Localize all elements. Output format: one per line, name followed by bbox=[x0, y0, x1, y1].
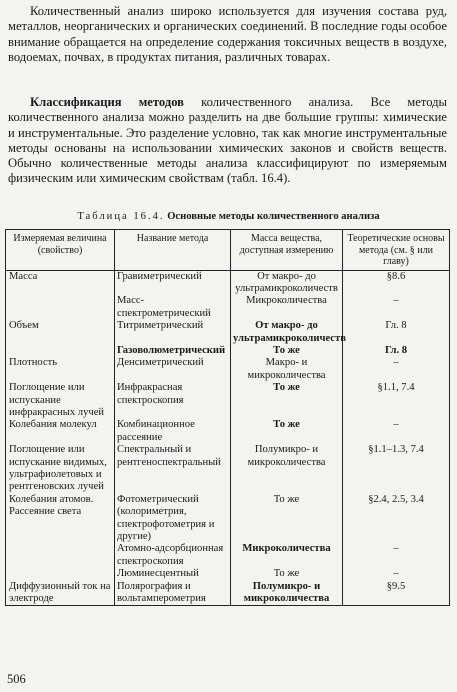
table-row bbox=[6, 494, 450, 544]
cell-mass bbox=[231, 581, 343, 606]
cell-theory: – bbox=[343, 357, 450, 382]
cell-method: Фотометрический (колориметрия, спектрофотометрия и другие) bbox=[115, 494, 231, 544]
header-method: Название метода bbox=[115, 230, 231, 271]
header-mass: Масса вещества, доступная измерению bbox=[231, 230, 343, 271]
cell-theory: §2.4, 2.5, 3.4 bbox=[343, 494, 450, 544]
table-row bbox=[6, 543, 450, 568]
cell-mass bbox=[231, 419, 343, 444]
cell-theory: §1.1, 7.4 bbox=[343, 382, 450, 419]
cell-property: Колебания атомов. Рассеяние света bbox=[6, 494, 115, 544]
cell-method-bold: Газоволюметрический bbox=[117, 344, 226, 356]
table-header-row bbox=[6, 230, 450, 271]
header-theory: Теоретические основы метода (см. § или главу) bbox=[343, 230, 450, 271]
cell-method: Инфракрасная спектроскопия bbox=[115, 382, 231, 419]
table-row bbox=[6, 345, 450, 357]
cell-method bbox=[115, 345, 231, 357]
cell-method: Гравиметрический bbox=[115, 270, 231, 295]
cell-theory: – bbox=[343, 419, 450, 444]
table-row bbox=[6, 419, 450, 444]
table-row bbox=[6, 295, 450, 320]
cell-mass bbox=[231, 382, 343, 419]
table-row bbox=[6, 581, 450, 606]
table-row bbox=[6, 444, 450, 494]
cell-property: Масса bbox=[6, 270, 115, 295]
cell-property: Диффузионный ток на электроде bbox=[6, 581, 115, 606]
cell-mass-bold: От макро- до ультрамикроколичеств bbox=[233, 320, 346, 344]
cell-mass: Полумикро- и микроколичества bbox=[231, 444, 343, 494]
classification-paragraph bbox=[8, 95, 447, 187]
table-caption-title: Основные методы количественного анализа bbox=[167, 211, 380, 222]
cell-theory-bold: Гл. 8 bbox=[384, 344, 408, 356]
cell-method: Атомно-адсорбционная спектроскопия bbox=[115, 543, 231, 568]
cell-theory: – bbox=[343, 543, 450, 568]
cell-theory: – bbox=[343, 568, 450, 580]
cell-mass: Микроколичества bbox=[231, 295, 343, 320]
table-caption bbox=[0, 211, 457, 222]
cell-mass bbox=[231, 320, 346, 345]
cell-property: Объем bbox=[6, 320, 115, 345]
page-number: 506 bbox=[7, 672, 26, 686]
cell-method: Спектральный и рентгеноспектральный bbox=[115, 444, 231, 494]
table-row bbox=[6, 270, 450, 295]
cell-mass-bold: То же bbox=[273, 344, 300, 356]
cell-method: Масс-спектрометрический bbox=[115, 295, 231, 320]
classification-text: количественного анализа. Все методы количественного анализа можно разделить на две большие группы: химические и инструментальные. Это разделение условно, так как многие инструментальные методы основаны на использовании химических законов и свойств веществ. Обычно количественные методы анализа классифицируют по измеряемым физическим или химическим свойствам (табл. 16.4). bbox=[8, 95, 447, 186]
cell-method: Денсиметрический bbox=[115, 357, 231, 382]
cell-property bbox=[6, 543, 115, 568]
classification-lead: Классификация методов bbox=[30, 95, 184, 109]
cell-property: Поглощение или испускание видимых, ультрафиолетовых и рентгеновских лучей bbox=[6, 444, 115, 494]
cell-mass-bold: Полумикро- и микроколичества bbox=[243, 580, 330, 605]
table-caption-label: Таблица 16.4. bbox=[77, 211, 165, 222]
cell-theory: – bbox=[343, 295, 450, 320]
methods-table bbox=[5, 229, 450, 606]
cell-mass: То же bbox=[231, 568, 343, 580]
cell-theory bbox=[343, 345, 450, 357]
table-row bbox=[6, 568, 450, 580]
cell-property bbox=[6, 568, 115, 580]
cell-mass-bold: То же bbox=[273, 419, 300, 431]
cell-property bbox=[6, 295, 115, 320]
cell-mass bbox=[231, 543, 343, 568]
cell-theory: §8.6 bbox=[343, 270, 450, 295]
table-row bbox=[6, 382, 450, 419]
cell-property: Поглощение или испускание инфракрасных лучей bbox=[6, 382, 115, 419]
cell-mass-bold: Микроколичества bbox=[242, 543, 331, 555]
table-row bbox=[6, 320, 450, 345]
cell-theory: §9.5 bbox=[343, 581, 450, 606]
cell-theory: §1.1–1.3, 7.4 bbox=[343, 444, 450, 494]
header-property: Измеряемая величина (свойство) bbox=[6, 230, 115, 271]
cell-property: Плотность bbox=[6, 357, 115, 382]
cell-method: Комбинационное рассеяние bbox=[115, 419, 231, 444]
cell-mass: Макро- и микроколичества bbox=[231, 357, 343, 382]
intro-paragraph: Количественный анализ широко используется для изучения состава руд, металлов, неорганических и органических соединений. В последние годы особое внимание обращается на определение содержания токсичных веществ в воздухе, водоемах, почвах, в продуктах питания, различных товарах. bbox=[8, 4, 447, 64]
cell-mass-bold: То же bbox=[273, 382, 300, 394]
table-row bbox=[6, 357, 450, 382]
cell-method: Титриметрический bbox=[115, 320, 231, 345]
cell-property bbox=[6, 345, 115, 357]
cell-method: Полярография и вольтамперометрия bbox=[115, 581, 231, 606]
cell-method: Люминесцентный bbox=[115, 568, 231, 580]
cell-theory: Гл. 8 bbox=[343, 320, 450, 345]
cell-mass bbox=[231, 345, 343, 357]
cell-mass: То же bbox=[231, 494, 343, 544]
cell-mass: От макро- до ультрамикроколичеств bbox=[231, 270, 343, 295]
cell-property: Колебания молекул bbox=[6, 419, 115, 444]
